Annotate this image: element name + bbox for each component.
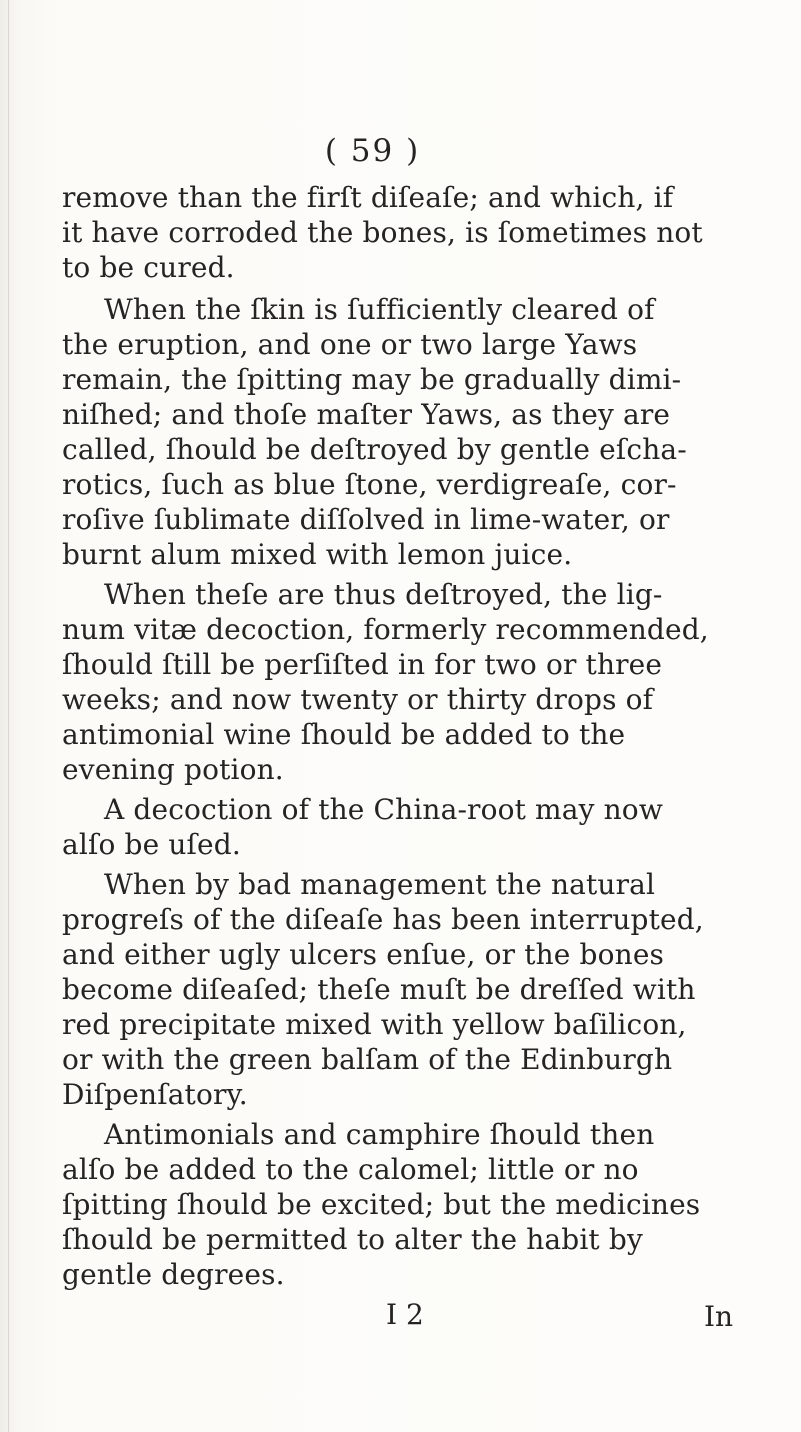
catchword: In — [704, 1300, 734, 1333]
text-line: or with the green balſam of the Edinburgh — [62, 1043, 673, 1076]
signature-mark: I 2 — [386, 1298, 424, 1331]
text-line: it have corroded the bones, is ſometimes not — [62, 216, 703, 249]
text-line: the eruption, and one or two large Yaws — [62, 328, 638, 361]
text-line: When by bad management the natural — [104, 868, 656, 901]
text-line: called, ſhould be deſtroyed by gentle eſcha- — [62, 433, 687, 466]
text-line: ſhould be permitted to alter the habit by — [62, 1223, 643, 1256]
text-line: ſpitting ſhould be excited; but the medicines — [62, 1188, 701, 1221]
text-line: alſo be uſed. — [62, 828, 241, 861]
text-line: num vitæ decoction, formerly recommended, — [62, 613, 709, 646]
text-line: When the ſkin is ſufficiently cleared of — [104, 293, 655, 326]
text-line: gentle degrees. — [62, 1258, 285, 1291]
page-number-header: ( 59 ) — [324, 133, 421, 169]
text-line: roſive ſublimate diſſolved in lime-water, or — [62, 503, 670, 536]
text-line: niſhed; and thoſe maſter Yaws, as they are — [62, 398, 671, 431]
page-edge — [8, 0, 9, 1432]
text-line: become diſeaſed; theſe muſt be dreſſed with — [62, 973, 696, 1006]
text-line: burnt alum mixed with lemon juice. — [62, 538, 573, 571]
text-line: antimonial wine ſhould be added to the — [62, 718, 626, 751]
text-line: evening potion. — [62, 753, 284, 786]
text-line: remove than the firſt diſeaſe; and which, if — [62, 181, 674, 214]
text-line: Diſpenſatory. — [62, 1078, 248, 1111]
text-line: remain, the ſpitting may be gradually dimi- — [62, 363, 682, 396]
text-line: alſo be added to the calomel; little or no — [62, 1153, 639, 1186]
text-line: ſhould ſtill be perſiſted in for two or three — [62, 648, 663, 681]
text-line: weeks; and now twenty or thirty drops of — [62, 683, 654, 716]
text-line: to be cured. — [62, 251, 235, 284]
text-line: and either ugly ulcers enſue, or the bones — [62, 938, 665, 971]
text-line: When theſe are thus deſtroyed, the lig- — [104, 578, 663, 611]
text-line: rotics, ſuch as blue ſtone, verdigreaſe, cor- — [62, 468, 677, 501]
text-line: red precipitate mixed with yellow baſilicon, — [62, 1008, 687, 1041]
text-line: progreſs of the diſeaſe has been interrupted, — [62, 903, 704, 936]
text-line: A decoction of the China-root may now — [104, 793, 663, 826]
text-line: Antimonials and camphire ſhould then — [104, 1118, 655, 1151]
